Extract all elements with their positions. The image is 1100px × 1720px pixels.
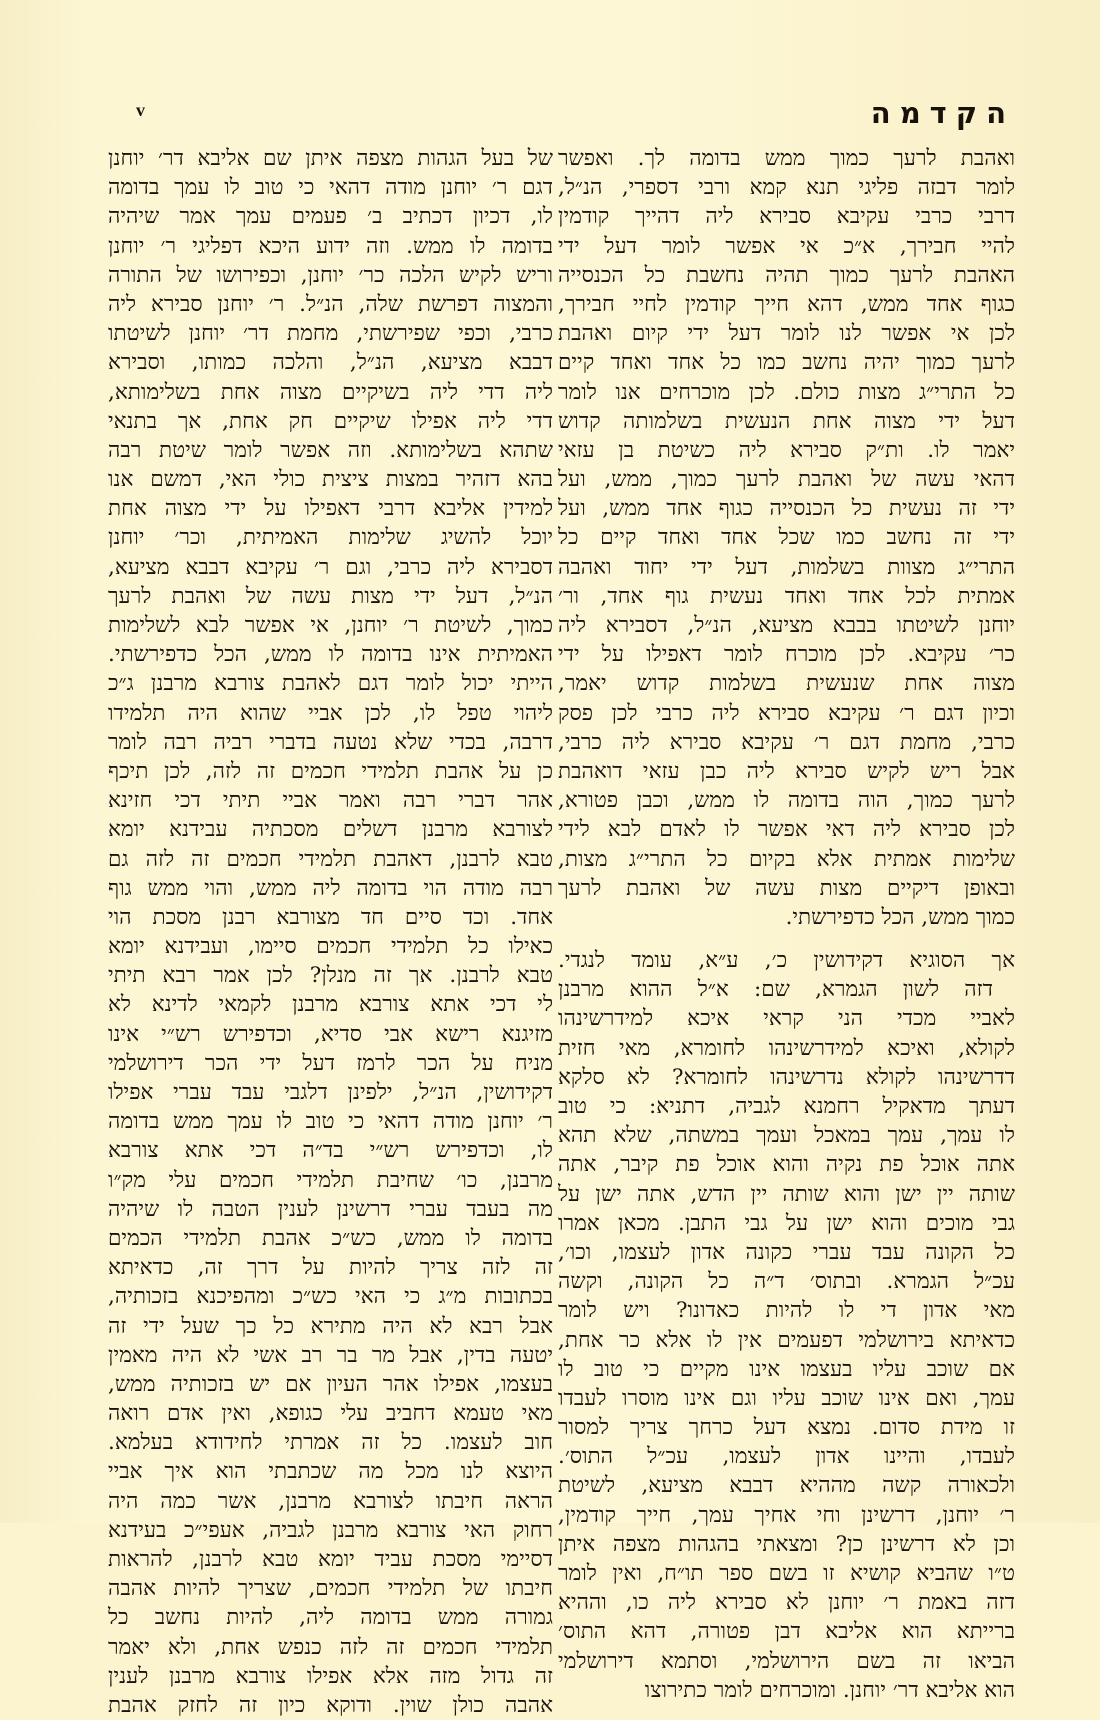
text-line: גמורה ממש בדומה ליה, להיות נחשב כל	[108, 1605, 553, 1631]
text-line: דזה לשון הגמרא, שם: א״ל ההוא מרבנן	[558, 977, 993, 1003]
text-line: כרבי, מחמת דגם ר׳ עקיבא סבירא ליה כרבי,	[558, 729, 1015, 755]
text-line: ליהוי טפל לו, לכן אביי שהוא היה תלמידו	[108, 700, 553, 726]
page-number: v	[136, 100, 145, 120]
text-line: ואהבת לרעך כמוך ממש בדומה לך. ואפשר	[558, 146, 1015, 171]
text-line: דסיימי מסכת עביד יומא טבא לרבנן, להראות	[108, 1547, 553, 1572]
text-line: וכן לא דרשינן כן? ומצאתי בהגהות מצפה איתן	[558, 1531, 1015, 1557]
text-line: מה בעבד עברי דרשינן לענין הטבה לו שיהיה	[108, 1196, 553, 1222]
text-line: מאי טעמא דחביב עלי כגופא, ואין אדם רואה	[108, 1401, 553, 1427]
text-line: מצוה אחת שנעשית בשלמות קדוש יאמר,	[558, 671, 1015, 697]
text-line: אהר דברי רבה ואמר אביי תיתי דכי חזינא	[108, 788, 553, 814]
text-line: התרי״ג מצוות בשלמות, דעל ידי יחוד ואהבה	[558, 554, 1015, 580]
text-line: ידי זה נעשית כל הכנסייה כגוף אחד ממש, ועל	[558, 496, 1015, 522]
text-line: לעבדו, והיינו אדון לעצמו, עכ״ל התוס׳.	[558, 1444, 1015, 1470]
text-line: דעתך מדאקיל רחמנא לגביה, דתניא: כי טוב	[558, 1094, 1015, 1119]
text-line: בכתובות מ״ג כי האי כש״כ ומהפיכנא בזכותיה,	[108, 1284, 553, 1310]
text-line: של בעל הגהות מצפה איתן שם אליבא דר׳ יוחנן	[108, 146, 553, 171]
text-line: אבל ריש לקיש סבירא ליה כבן עזאי דואהבת	[558, 758, 1015, 784]
text-line: מניח על הכר לרמז דעל ידי הכר דירושלמי	[108, 1050, 553, 1076]
paragraph-continued	[108, 144, 553, 1720]
text-line: כל התרי״ג מצות כולם. לכן מוכרחים אנו לומר	[558, 379, 1015, 405]
text-line: יוכל להשיג שלימות האמיתית, וכר׳ יוחנן	[108, 525, 553, 551]
text-line: דבבא מציעא, הנ״ל, והלכה כמותו, וסבירא	[108, 350, 553, 376]
text-line: לרעך כמוך יהיה נחשב כמו כל אחד ואחד קיים	[558, 350, 1015, 376]
text-line: דזה באמת ר׳ יוחנן לא סבירא ליה כו, וההיא	[558, 1590, 1015, 1616]
text-line: דגם ר׳ יוחנן מודה דהאי כי טוב לו עמך בדומה	[108, 175, 553, 201]
paragraph-1	[558, 144, 1015, 932]
text-line: כמוך, לשיטת ר׳ יוחנן, אי אפשר לבא לשלימות	[108, 613, 553, 638]
text-line: מרבנן, כו׳ שחיבת תלמידי חכמים עלי מק״ו	[108, 1167, 553, 1193]
text-line: האהבת לרעך כמוך תהיה נחשבת כל הכנסייה	[558, 262, 1015, 288]
text-line: שתהא בשלימותא. וזה אפשר לומר שיטת רבה	[108, 437, 553, 463]
text-line: אחד. וכד סיים חד מצורבא רבנן מסכת הוי	[108, 904, 553, 930]
text-line: ברייתא הוא אליבא דבן פטורה, דהא התוס׳	[558, 1619, 1015, 1645]
text-line: אבל רבא לא היה מתירא כל כך שעל ידי זה	[108, 1313, 553, 1339]
text-line: זה לזה צריך להיות על דרך זה, כדאיתא	[108, 1255, 553, 1281]
text-line: שלימות אמתית אלא בקיום כל התרי״ג מצות,	[558, 846, 1015, 872]
text-line: כן על אהבת תלמידי חכמים זה לזה, לכן תיכף	[108, 758, 553, 784]
text-line: רבה מודה הוי בדומה ליה ממש, והוי ממש גוף	[108, 875, 553, 901]
text-line: חוב לעצמו. כל זה אמרתי לחידודא בעלמא.	[108, 1430, 553, 1456]
text-line: בדומה לו ממש, כש״כ אהבת תלמידי הכמים	[108, 1225, 553, 1251]
text-line: מזיגנא רישא אבי סדיא, וכדפירש רש״י אינו	[108, 1021, 553, 1047]
text-line: גבי מוכים והוא ישן על גבי התבן. מכאן אמרו	[558, 1210, 1015, 1236]
text-line: וכיון דגם ר׳ עקיבא סבירא ליה כרבי לכן פסק	[558, 700, 1015, 726]
text-line: הנ״ל, דעל ידי מצות עשה של ואהבת לרעך	[108, 583, 553, 609]
text-line: ט״ו שהביא קושיא זו בשם ספר תו״ח, ואין לומר	[558, 1561, 1015, 1586]
text-line: אתה אוכל פת נקיה והוא אוכל פת קיבר, אתה	[558, 1152, 1015, 1178]
text-line: הראה חיבתו לצורבא מרבנן, אשר כמה היה	[108, 1488, 553, 1514]
text-line: לומר דבזה פליגי תנא קמא ורבי דספרי, הנ״ל,	[558, 175, 1015, 201]
text-line: ידי זה נחשב כמו שכל אחד ואחד קיים כל	[558, 525, 1015, 551]
text-line: תלמידי חכמים זה לזה כנפש אחת, ולא יאמר	[108, 1634, 553, 1660]
text-line: דסבירא ליה כרבי, וגם ר׳ עקיבא דבבא מציעא,	[108, 554, 553, 580]
page-title: הקדמה	[870, 96, 1015, 130]
text-line: חיבתו של תלמידי חכמים, שצריך להיות אהבה	[108, 1576, 553, 1602]
text-line: יוחנן לשיטתו בבבא מציעא, הנ״ל, דסבירא ליה	[558, 613, 1015, 638]
text-line: ליה דדי ליה בשיקיים מצוה אחת בשלימותא,	[108, 379, 553, 405]
text-line: כמוך ממש, הכל כדפירשתי.	[785, 904, 1015, 930]
text-line: הביאו זה בשם הירושלמי, וסתמא דירושלמי	[558, 1648, 1015, 1674]
text-line: כל הקונה עבד עברי כקונה אדון לעצמו, וכו׳,	[558, 1239, 1015, 1265]
text-line: יטעה בדין, אבל מר בר רב אשי לא היה מאמין	[108, 1342, 553, 1368]
paragraph-2	[558, 946, 1015, 1705]
text-line: זה גדול מזה אלא אפילו צורבא מרבנן לענין	[108, 1663, 553, 1689]
text-line: לי דכי אתא צורבא מרבנן לקמאי לדינא לא	[108, 992, 553, 1018]
text-line: עמך, ואם אינו שוכב עליו וגם אינו מוסרו לעבדו	[558, 1385, 1015, 1411]
text-line: רחוק האי צורבא מרבנן לגביה, אעפי״כ בעידנא	[108, 1517, 553, 1543]
paragraph-gap	[558, 932, 1015, 946]
text-line: אם שוכב עליו בעצמו אינו מקיים כי טוב לו	[558, 1356, 1015, 1382]
text-line: ר׳ יוחנן מודה דהאי כי טוב לו עמך ממש בדומה	[108, 1109, 553, 1135]
text-line: דהאי עשה של ואהבת לרעך כמוך, ממש, ועל	[558, 467, 1015, 493]
text-line: לאביי מכדי הני קראי איכא למידרשינהו	[558, 1006, 1015, 1032]
text-line: כרבי, וכפי שפירשתי, מחמת דר׳ יוחנן לשיטתו	[108, 321, 553, 347]
text-line: אך הסוגיא דקידושין כ׳, ע״א, עומד לנגדי.	[558, 948, 1015, 974]
text-line: לקולא, ואיכא למידרשינהו לחומרא, מאי חזית	[558, 1035, 1015, 1061]
text-line: עכ״ל הגמרא. ובתוס׳ ד״ה כל הקונה, וקשה	[558, 1269, 1015, 1295]
text-line: כגוף אחד ממש, דהא חייך קודמין לחיי חבירך,	[558, 291, 1015, 317]
text-line: בהא דזהיר במצות ציצית כולי האי, דמשם אנו	[108, 467, 553, 493]
text-line: לו, דכיון דכתיב ב׳ פעמים עמך אמר שיהיה	[108, 204, 553, 230]
text-line: לרעך כמוך, הוה בדומה לו ממש, וכבן פטורא,	[558, 788, 1015, 814]
text-line: ולכאורה קשה מההיא דבבא מציעא, לשיטת	[558, 1473, 1015, 1499]
text-line: דדי ליה אפילו שיקיים חק אחת, אך בתנאי	[108, 408, 553, 434]
text-line: טבא לרבנן, דאהבת תלמידי חכמים זה לזה גם	[108, 846, 553, 872]
text-line: דרבה, בכדי שלא נטעה בדברי רביה רבה לומר	[108, 729, 553, 755]
text-line: דעל ידי מצוה אחת הנעשית בשלמותה קדוש	[558, 408, 1015, 434]
left-column	[108, 144, 553, 1720]
text-line: שותה יין ישן והוא שותה יין הדש, אתה ישן על	[558, 1181, 1015, 1207]
text-line: אהבה כולן שוין. ודוקא כיון זה לחזק אהבת	[108, 1692, 553, 1718]
text-line: בעצמו, אפילו אהר העיון אם יש בזכותיה ממש,	[108, 1371, 553, 1397]
text-line: כדאיתא בירושלמי דפעמים אין לו אלא כר אחת,	[558, 1327, 1015, 1353]
text-line: מאי אדון די לו להיות כאדונו? ויש לומר	[558, 1298, 1015, 1324]
text-line: וריש לקיש הלכה כר׳ יוחנן, וכפירושו של התורה	[108, 262, 553, 288]
text-line: להיי חבירך, א״כ אי אפשר לומר דעל ידי	[558, 233, 1015, 259]
text-line: דרבי כרבי עקיבא סבירא ליה דהייך קודמין	[558, 204, 1015, 230]
text-line: לצורבא מרבנן דשלים מסכתיה עבידנא יומא	[108, 817, 553, 843]
text-line: למידין אליבא דרבי דאפילו על ידי מצוה אחת	[108, 496, 553, 522]
text-line: טבא לרבנן. אך זה מנלן? לכן אמר רבא תיתי	[108, 963, 553, 989]
text-line: לכן סבירא ליה דאי אפשר לו לאדם לבא לידי	[558, 817, 1015, 843]
text-line: כר׳ עקיבא. לכן מוכרח לומר דאפילו על ידי	[558, 642, 1015, 668]
text-line: זו מידת סדום. נמצא דעל כרחך צריך למסור	[558, 1415, 1015, 1441]
text-line: הייתי יכול לומר דגם לאהבת צורבא מרבנן ג״כ	[108, 671, 553, 697]
text-line: ובאופן דיקיים מצות עשה של ואהבת לרעך	[558, 875, 1015, 901]
text-line: אמתית לכל אחד ואחד נעשית גוף אחד, ור׳	[558, 583, 1015, 609]
text-line: ר׳ יוחנן, דרשינן וחי אחיך עמך, חייך קודמין,	[558, 1502, 1015, 1528]
text-line: לו, וכדפירש רש״י בד״ה דכי אתא צורבא	[108, 1138, 553, 1164]
text-line: הוא אליבא דר׳ יוחנן. ומוכרחים לומר כתירוצו	[644, 1677, 1015, 1703]
text-line: כאילו כל תלמידי חכמים סיימו, ועבידנא יומא	[108, 934, 553, 960]
text-line: והמצוה דפרשת שלה, הנ״ל. ר׳ יוחנן סבירא ליה	[108, 291, 553, 317]
text-line: היוצא לנו מכל מה שכתבתי הוא איך אביי	[108, 1459, 553, 1485]
text-line: לכן אי אפשר לנו לומר דעל ידי קיום ואהבת	[558, 321, 1015, 347]
text-line: לו עמך, עמך במאכל ועמך במשתה, שלא תהא	[558, 1123, 1015, 1149]
text-line: בדומה לו ממש. וזה ידוע היכא דפליגי ר׳ יוחנן	[108, 233, 553, 259]
text-line: דקידושין, הנ״ל, ילפינן דלגבי עבד עברי אפילו	[108, 1080, 553, 1105]
text-line: דדרשינהו לקולא נדרשינהו לחומרא? לא סלקא	[558, 1064, 1015, 1090]
text-line: האמיתית אינו בדומה לו ממש, הכל כדפירשתי.	[108, 642, 553, 668]
right-column	[558, 144, 1015, 1705]
text-line: יאמר לו. ות״ק סבירא ליה כשיטת בן עזאי	[558, 437, 1015, 463]
page-header	[108, 96, 1015, 136]
